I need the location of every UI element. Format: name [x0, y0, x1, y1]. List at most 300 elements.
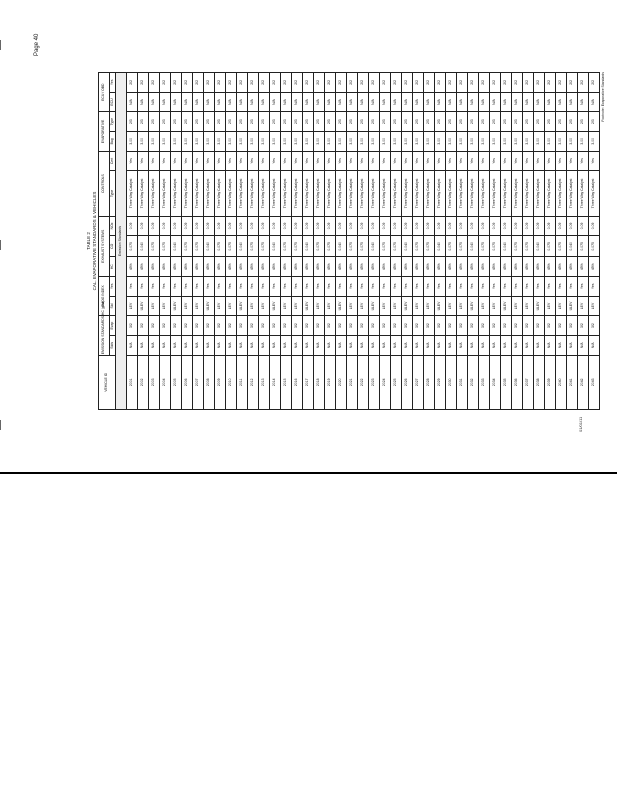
group-header: SMOG INDEX	[99, 277, 110, 316]
table-cell: 3.00	[369, 131, 380, 151]
table-cell: 3.00	[578, 131, 589, 151]
table-cell: Yes	[468, 277, 479, 297]
table-cell: 0.09	[292, 216, 303, 236]
table-cell: Yes	[567, 277, 578, 297]
table-cell: N/A	[193, 92, 204, 112]
table-cell: N/A	[369, 335, 380, 355]
table-cell: LEV	[193, 296, 204, 316]
table-cell: 0.075	[490, 236, 501, 257]
table-cell: 0.09	[369, 216, 380, 236]
table-cell: 2020	[336, 355, 347, 409]
table-cell: 0.075	[380, 236, 391, 257]
table-cell: N/A	[380, 335, 391, 355]
table-cell: Three Way Catalyst	[347, 171, 358, 216]
table-cell: Yes	[435, 277, 446, 297]
table-cell: Three Way Catalyst	[160, 171, 171, 216]
table-cell: Yes	[204, 151, 215, 171]
column-header: Yes	[110, 277, 116, 297]
table-cell: Yes	[446, 151, 457, 171]
table-cell: Three Way Catalyst	[237, 171, 248, 216]
table-cell: 3.00	[325, 131, 336, 151]
table-cell: 3.00	[512, 131, 523, 151]
scan-footer-note: 01/01/11	[578, 416, 583, 432]
table-cell: 3/2	[303, 316, 314, 336]
table-cell: 2/3	[237, 112, 248, 132]
table-cell: N/A	[556, 335, 567, 355]
table-cell: LEV	[391, 296, 402, 316]
table-cell: Three Way Catalyst	[127, 171, 138, 216]
group-label-row	[116, 73, 127, 410]
table-cell: Yes	[182, 277, 193, 297]
table-row	[171, 73, 182, 410]
table-cell: 0.09	[424, 216, 435, 236]
table-cell: 0.040	[204, 236, 215, 257]
table-cell: 45%	[446, 257, 457, 277]
table-cell: 3.00	[281, 131, 292, 151]
table-cell: N/A	[127, 92, 138, 112]
table-cell: N/A	[149, 335, 160, 355]
table-cell: N/A	[270, 335, 281, 355]
table-cell: 2023	[369, 355, 380, 409]
table-cell: 3.00	[468, 131, 479, 151]
table-cell: 2039	[545, 355, 556, 409]
table-cell: 0.075	[446, 236, 457, 257]
table-cell: 0.075	[424, 236, 435, 257]
table-cell: Three Way Catalyst	[270, 171, 281, 216]
table-cell: 3.00	[336, 131, 347, 151]
table-cell: 45%	[325, 257, 336, 277]
table-cell: Three Way Catalyst	[193, 171, 204, 216]
table-cell: LEV	[226, 296, 237, 316]
table-cell: 2016	[292, 355, 303, 409]
table-cell: 3/2	[424, 316, 435, 336]
table-cell: 2/2	[578, 73, 589, 93]
table-cell: N/A	[457, 92, 468, 112]
table-cell: 2/3	[215, 112, 226, 132]
table-cell: 2/2	[358, 73, 369, 93]
table-cell: 2010	[226, 355, 237, 409]
table-row	[292, 73, 303, 410]
table-cell: 0.075	[182, 236, 193, 257]
table-cell: 2038	[534, 355, 545, 409]
table-cell: 3.00	[127, 131, 138, 151]
table-cell: 2/3	[314, 112, 325, 132]
table-cell: 2/2	[182, 73, 193, 93]
table-cell: Yes	[501, 151, 512, 171]
table-cell: 3/2	[193, 316, 204, 336]
table-cell: N/A	[204, 92, 215, 112]
table-cell: 2/3	[501, 112, 512, 132]
table-cell: 2/2	[402, 73, 413, 93]
table-cell: N/A	[512, 92, 523, 112]
table-cell: 3.00	[391, 131, 402, 151]
table-cell: 0.09	[226, 216, 237, 236]
table-cell: N/A	[325, 92, 336, 112]
table-cell: 2/2	[149, 73, 160, 93]
table-cell: 45%	[149, 257, 160, 277]
table-cell: 0.075	[127, 236, 138, 257]
table-cell: 0.09	[468, 216, 479, 236]
table-cell: 2/2	[336, 73, 347, 93]
table-cell: LEV	[248, 296, 259, 316]
table-cell: 0.075	[226, 236, 237, 257]
table-row	[556, 73, 567, 410]
table-cell: 2/3	[534, 112, 545, 132]
table-cell: 45%	[237, 257, 248, 277]
table-cell: Yes	[490, 277, 501, 297]
table-cell: 3.00	[248, 131, 259, 151]
table-cell: N/A	[501, 92, 512, 112]
table-cell: 3.00	[358, 131, 369, 151]
table-cell: Three Way Catalyst	[578, 171, 589, 216]
table-cell: 2/2	[193, 73, 204, 93]
table-cell: 2/2	[226, 73, 237, 93]
table-cell: N/A	[259, 335, 270, 355]
table-cell: 3.00	[589, 131, 600, 151]
column-header: Std	[110, 296, 116, 316]
table-cell: Yes	[149, 151, 160, 171]
table-cell: Three Way Catalyst	[226, 171, 237, 216]
table-cell: 2013	[259, 355, 270, 409]
table-cell: 2/2	[556, 73, 567, 93]
table-cell: 2/2	[435, 73, 446, 93]
table-cell: 45%	[479, 257, 490, 277]
table-cell: N/A	[182, 335, 193, 355]
table-cell: Yes	[314, 277, 325, 297]
table-cell: Three Way Catalyst	[380, 171, 391, 216]
table-cell: Yes	[457, 277, 468, 297]
table-cell: 0.09	[556, 216, 567, 236]
table-cell: 3/2	[567, 316, 578, 336]
table-cell: 45%	[435, 257, 446, 277]
table-cell: 3/2	[413, 316, 424, 336]
table-cell: N/A	[589, 92, 600, 112]
table-cell: 0.040	[237, 236, 248, 257]
table-cell: Three Way Catalyst	[413, 171, 424, 216]
table-cell: 2/3	[182, 112, 193, 132]
table-cell: N/A	[534, 335, 545, 355]
table-cell: Three Way Catalyst	[468, 171, 479, 216]
table-cell: 3/2	[446, 316, 457, 336]
table-cell: N/A	[303, 92, 314, 112]
table-cell: 2/2	[413, 73, 424, 93]
table-cell: Yes	[534, 277, 545, 297]
table-cell: 0.09	[589, 216, 600, 236]
table-cell: 3/2	[589, 316, 600, 336]
table-cell: 0.09	[380, 216, 391, 236]
table-cell: 3/2	[336, 316, 347, 336]
table-cell: 0.075	[545, 236, 556, 257]
table-cell: 3/2	[160, 316, 171, 336]
table-cell: LEV	[325, 296, 336, 316]
table-cell: 45%	[424, 257, 435, 277]
table-cell: 45%	[160, 257, 171, 277]
table-cell: 2027	[413, 355, 424, 409]
table-cell: Yes	[512, 151, 523, 171]
table-cell: Yes	[215, 277, 226, 297]
table-cell: 45%	[314, 257, 325, 277]
table-cell: 2/3	[446, 112, 457, 132]
table-cell: 2/2	[303, 73, 314, 93]
table-row	[314, 73, 325, 410]
table-cell: 2/2	[248, 73, 259, 93]
table-cell: 0.075	[578, 236, 589, 257]
table-row	[567, 73, 578, 410]
table-cell: Three Way Catalyst	[259, 171, 270, 216]
table-cell: 3.00	[490, 131, 501, 151]
column-header: NOx	[110, 216, 116, 236]
table-cell: N/A	[237, 92, 248, 112]
table-cell: N/A	[237, 335, 248, 355]
table-cell: N/A	[369, 92, 380, 112]
table-cell: 0.075	[589, 236, 600, 257]
table-cell: 2040	[556, 355, 567, 409]
table-cell: 3/2	[171, 316, 182, 336]
group-label: Emission Standards	[116, 73, 127, 410]
scan-mark	[0, 240, 1, 250]
table-cell: N/A	[204, 335, 215, 355]
table-cell: 45%	[336, 257, 347, 277]
table-cell: 0.075	[556, 236, 567, 257]
table-cell: 0.040	[369, 236, 380, 257]
group-header: VEHICLE ID	[99, 355, 116, 409]
table-cell: 0.09	[215, 216, 226, 236]
table-cell: ULEV	[336, 296, 347, 316]
table-cell: 45%	[490, 257, 501, 277]
table-cell: 0.040	[468, 236, 479, 257]
table-cell: 2/3	[457, 112, 468, 132]
table-cell: Three Way Catalyst	[281, 171, 292, 216]
table-cell: LEV	[347, 296, 358, 316]
table-cell: 2/3	[292, 112, 303, 132]
table-cell: N/A	[215, 335, 226, 355]
table-cell: 3/2	[358, 316, 369, 336]
table-cell: Yes	[490, 151, 501, 171]
table-cell: N/A	[457, 335, 468, 355]
table-cell: 45%	[292, 257, 303, 277]
table-cell: Yes	[193, 151, 204, 171]
table-cell: Three Way Catalyst	[336, 171, 347, 216]
table-cell: Three Way Catalyst	[545, 171, 556, 216]
table-cell: 2/2	[270, 73, 281, 93]
table-cell: 0.040	[270, 236, 281, 257]
scan-mark	[0, 420, 1, 430]
table-cell: Yes	[391, 151, 402, 171]
table-cell: 0.075	[292, 236, 303, 257]
table-cell: 2/3	[347, 112, 358, 132]
scan-mark	[0, 40, 1, 50]
table-cell: 45%	[501, 257, 512, 277]
table-cell: 0.09	[512, 216, 523, 236]
table-cell: 2014	[270, 355, 281, 409]
table-cell: 45%	[171, 257, 182, 277]
table-cell: 3/2	[237, 316, 248, 336]
rotated-table-region	[86, 72, 605, 410]
table-cell: N/A	[281, 335, 292, 355]
table-cell: Yes	[237, 151, 248, 171]
table-cell: 0.09	[501, 216, 512, 236]
table-cell: LEV	[413, 296, 424, 316]
table-cell: Yes	[270, 151, 281, 171]
table-row	[457, 73, 468, 410]
table-row	[391, 73, 402, 410]
table-cell: 0.09	[270, 216, 281, 236]
table-cell: 0.09	[259, 216, 270, 236]
table-cell: 2/2	[171, 73, 182, 93]
table-cell: LEV	[589, 296, 600, 316]
table-cell: Yes	[303, 151, 314, 171]
table-row	[512, 73, 523, 410]
table-cell: Yes	[578, 277, 589, 297]
table-cell: 45%	[589, 257, 600, 277]
table-cell: N/A	[303, 335, 314, 355]
table-cell: Yes	[358, 277, 369, 297]
table-cell: 3.00	[413, 131, 424, 151]
table-cell: N/A	[402, 92, 413, 112]
table-cell: ULEV	[534, 296, 545, 316]
table-cell: 0.040	[534, 236, 545, 257]
table-cell: N/A	[314, 92, 325, 112]
table-cell: 0.09	[325, 216, 336, 236]
table-cell: N/A	[171, 335, 182, 355]
table-cell: 45%	[391, 257, 402, 277]
table-cell: LEV	[380, 296, 391, 316]
table-cell: 2/3	[479, 112, 490, 132]
table-cell: N/A	[336, 92, 347, 112]
table-cell: N/A	[347, 335, 358, 355]
table-cell: Three Way Catalyst	[479, 171, 490, 216]
table-cell: 45%	[380, 257, 391, 277]
table-cell: 2/3	[413, 112, 424, 132]
table-row	[446, 73, 457, 410]
table-cell: 0.09	[347, 216, 358, 236]
table-cell: LEV	[259, 296, 270, 316]
table-cell: 0.09	[435, 216, 446, 236]
table-cell: N/A	[490, 92, 501, 112]
table-cell: 45%	[413, 257, 424, 277]
table-cell: Yes	[127, 151, 138, 171]
table-row	[226, 73, 237, 410]
table-row	[534, 73, 545, 410]
table-cell: 3.00	[215, 131, 226, 151]
table-cell: Yes	[413, 151, 424, 171]
table-cell: Yes	[325, 277, 336, 297]
table-cell: 0.09	[490, 216, 501, 236]
table-cell: 45%	[369, 257, 380, 277]
table-cell: N/A	[127, 335, 138, 355]
table-cell: Yes	[259, 151, 270, 171]
table-cell: 0.075	[281, 236, 292, 257]
table-cell: N/A	[435, 92, 446, 112]
table-row	[358, 73, 369, 410]
table-footnote: Footnote: Evaporative Standards	[601, 72, 605, 122]
column-header: CO	[110, 236, 116, 257]
table-cell: 2/2	[215, 73, 226, 93]
table-cell: 2/3	[358, 112, 369, 132]
table-cell: 2/3	[270, 112, 281, 132]
table-cell: 3.00	[226, 131, 237, 151]
table-cell: Yes	[589, 151, 600, 171]
table-cell: 3/2	[259, 316, 270, 336]
table-cell: 0.09	[446, 216, 457, 236]
table-cell: 0.09	[281, 216, 292, 236]
table-cell: 2/3	[468, 112, 479, 132]
table-cell: 0.075	[358, 236, 369, 257]
table-cell: Three Way Catalyst	[589, 171, 600, 216]
table-cell: 2/2	[380, 73, 391, 93]
scan-edge-marks	[0, 0, 2, 470]
table-cell: Yes	[347, 277, 358, 297]
table-cell: N/A	[391, 92, 402, 112]
table-cell: 2/2	[457, 73, 468, 93]
table-cell: 3.00	[446, 131, 457, 151]
table-cell: 2018	[314, 355, 325, 409]
table-cell: 0.09	[413, 216, 424, 236]
column-header: Type	[110, 112, 116, 132]
table-cell: 2004	[160, 355, 171, 409]
table-cell: 3/2	[479, 316, 490, 336]
table-cell: Yes	[435, 151, 446, 171]
table-cell: LEV	[523, 296, 534, 316]
table-cell: Yes	[336, 151, 347, 171]
column-header: HC	[110, 257, 116, 277]
table-cell: ULEV	[402, 296, 413, 316]
table-cell: 45%	[468, 257, 479, 277]
table-cell: 3/2	[215, 316, 226, 336]
table-cell: 3/2	[391, 316, 402, 336]
table-cell: 2/2	[204, 73, 215, 93]
table-cell: Three Way Catalyst	[512, 171, 523, 216]
table-cell: Yes	[567, 151, 578, 171]
table-cell: 0.09	[138, 216, 149, 236]
table-row	[149, 73, 160, 410]
table-cell: 0.09	[358, 216, 369, 236]
table-cell: N/A	[578, 92, 589, 112]
table-cell: N/A	[248, 335, 259, 355]
table-cell: 2033	[479, 355, 490, 409]
table-cell: 3.00	[314, 131, 325, 151]
table-body	[116, 73, 600, 410]
table-cell: 3/2	[127, 316, 138, 336]
table-cell: N/A	[160, 335, 171, 355]
table-cell: 3/2	[512, 316, 523, 336]
table-cell: N/A	[314, 335, 325, 355]
table-cell: N/A	[138, 92, 149, 112]
table-cell: 2/2	[259, 73, 270, 93]
table-cell: 45%	[303, 257, 314, 277]
table-cell: N/A	[270, 92, 281, 112]
table-cell: Three Way Catalyst	[424, 171, 435, 216]
table-cell: 2/2	[281, 73, 292, 93]
table-cell: Yes	[380, 151, 391, 171]
table-cell: N/A	[138, 335, 149, 355]
table-cell: 45%	[347, 257, 358, 277]
table-cell: 2008	[204, 355, 215, 409]
group-header-row	[99, 73, 110, 410]
table-cell: N/A	[281, 92, 292, 112]
table-row	[545, 73, 556, 410]
table-cell: 2/3	[424, 112, 435, 132]
table-cell: LEV	[127, 296, 138, 316]
table-row	[127, 73, 138, 410]
table-cell: 3/2	[435, 316, 446, 336]
table-cell: 0.09	[303, 216, 314, 236]
table-cell: Yes	[270, 277, 281, 297]
table-cell: 2/2	[347, 73, 358, 93]
table-cell: ULEV	[501, 296, 512, 316]
table-row	[347, 73, 358, 410]
table-cell: N/A	[325, 335, 336, 355]
